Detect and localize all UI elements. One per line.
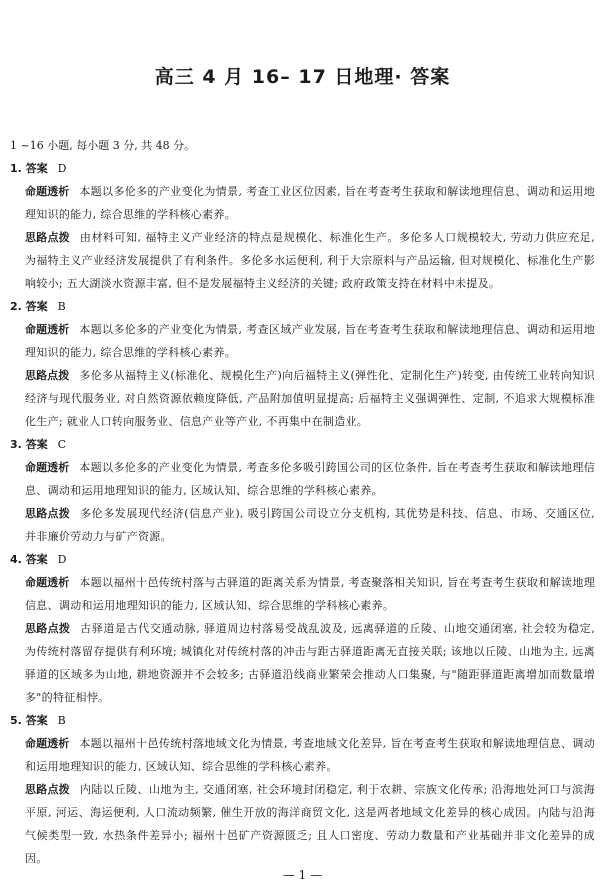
answer-content [10, 134, 595, 870]
paragraph-label: 思路点拨 [25, 369, 70, 382]
paragraph-text: 本题以福州十邑传统村落地域文化为情景, 考查地域文化差异, 旨在考查考生获取和解读地理信息、调动和运用地理知识的能力, 区域认知、综合思维的学科核心素养。 [25, 737, 595, 773]
page-title: 高三 4 月 16– 17 日地理· 答案 [154, 66, 451, 88]
paragraph-label: 命题透析 [25, 323, 70, 336]
question-analysis [10, 732, 595, 778]
solution-hint [10, 778, 595, 870]
answer-letter: D [57, 553, 67, 566]
answer-letter: C [57, 438, 67, 451]
solution-hint [10, 226, 595, 295]
answer-block [10, 157, 595, 295]
paragraph-text: 本题以多伦多的产业变化为情景, 考查区域产业发展, 旨在考查考生获取和解读地理信息、调动和运用地理知识的能力, 综合思维的学科核心素养。 [25, 323, 595, 359]
answer-number: 1. 答案 [10, 162, 48, 175]
paragraph-label: 思路点拨 [25, 231, 70, 244]
question-analysis [10, 180, 595, 226]
paragraph-label: 思路点拨 [25, 783, 70, 796]
paragraph-text: 多伦多发展现代经济(信息产业), 吸引跨国公司设立分支机构, 其优势是科技、信息、市场、交通区位, 并非廉价劳动力与矿产资源。 [25, 507, 596, 543]
paragraph-text: 本题以福州十邑传统村落与古驿道的距离关系为情景, 考查聚落相关知识, 旨在考查考生获取和解读地理信息、调动和运用地理知识的能力, 区域认知、综合思维的学科核心素养。 [25, 576, 595, 612]
answer-block [10, 709, 595, 870]
paragraph-label: 思路点拨 [25, 622, 71, 635]
answer-block [10, 548, 595, 709]
paragraph-label: 命题透析 [25, 461, 70, 474]
paragraph-text: 由材料可知, 福特主义产业经济的特点是规模化、标准化生产。多伦多人口规模较大, 劳动力供应充足, 为福特主义产业经济发展提供了有利条件。多伦多水运便利, 利于大宗原料与产品运输, 但对规模化、标准化生产影响较小; 五大湖淡水资源丰富, 但不是发展福特主义经济的关键; 政府政策支持在材料中未提及。 [25, 231, 596, 290]
answer-letter: D [57, 162, 67, 175]
answer-header [10, 548, 595, 571]
answer-number: 4. 答案 [10, 553, 48, 566]
answer-header [10, 157, 595, 180]
page-number: — 1 — [282, 868, 323, 882]
section-intro: 1 ~16 小题, 每小题 3 分, 共 48 分。 [10, 139, 196, 152]
answer-header [10, 295, 595, 318]
paragraph-text: 多伦多从福特主义(标准化、规模化生产)向后福特主义(弹性化、定制化生产)转变, 由传统工业转向知识经济与现代服务业, 对自然资源依赖度降低, 产品附加值明显提高; 后福特主义强调弹性、定制, 不追求大规模标准化生产; 就业人口转向服务业、信息产业等产业, 不再集中在制造业。 [25, 369, 595, 428]
question-analysis [10, 571, 595, 617]
answer-number: 2. 答案 [10, 300, 48, 313]
answer-number: 5. 答案 [10, 714, 48, 727]
answer-header [10, 709, 595, 732]
paragraph-label: 命题透析 [25, 185, 70, 198]
solution-hint [10, 617, 595, 709]
answer-letter: B [57, 714, 66, 727]
solution-hint [10, 502, 595, 548]
answer-block [10, 433, 595, 548]
paragraph-text: 内陆以丘陵、山地为主, 交通闭塞, 社会环境封闭稳定, 利于农耕、宗族文化传承; 沿海地处河口与滨海平原, 河运、海运便利, 人口流动频繁, 催生开放的海洋商贸文化, 这是两者地域文化差异的核心成因。内陆与沿海气候类型一致, 水热条件差异小; 福州十邑矿产资源匮乏; 且人口密度、劳动力数量和产业基础并非文化差异的成因。 [25, 783, 595, 865]
answer-block [10, 295, 595, 433]
answer-list [10, 157, 595, 870]
paragraph-label: 思路点拨 [25, 507, 71, 520]
paragraph-text: 本题以多伦多的产业变化为情景, 考查工业区位因素, 旨在考查考生获取和解读地理信息、调动和运用地理知识的能力, 综合思维的学科核心素养。 [25, 185, 595, 221]
paragraph-label: 命题透析 [25, 576, 70, 589]
question-analysis [10, 318, 595, 364]
solution-hint [10, 364, 595, 433]
answer-letter: B [57, 300, 66, 313]
answer-header [10, 433, 595, 456]
paragraph-text: 本题以多伦多的产业变化为情景, 考查多伦多吸引跨国公司的区位条件, 旨在考查考生获取和解读地理信息、调动和运用地理知识的能力, 区域认知、综合思维的学科核心素养。 [25, 461, 595, 497]
answer-number: 3. 答案 [10, 438, 48, 451]
question-analysis [10, 456, 595, 502]
paragraph-label: 命题透析 [25, 737, 70, 750]
paragraph-text: 古驿道是古代交通动脉, 驿道周边村落易受战乱波及, 远离驿道的丘陵、山地交通闭塞, 社会较为稳定, 为传统村落留存提供有利环境; 城镇化对传统村落的冲击与距古驿道距离无直接关联; 该地以丘陵、山地为主, 远离驿道的区域多为山地, 耕地资源并不会较多; 古驿道沿线商业繁荣会推动人口集聚, 与"随距驿道距离增加而数量增多"的特征相悖。 [25, 622, 595, 704]
